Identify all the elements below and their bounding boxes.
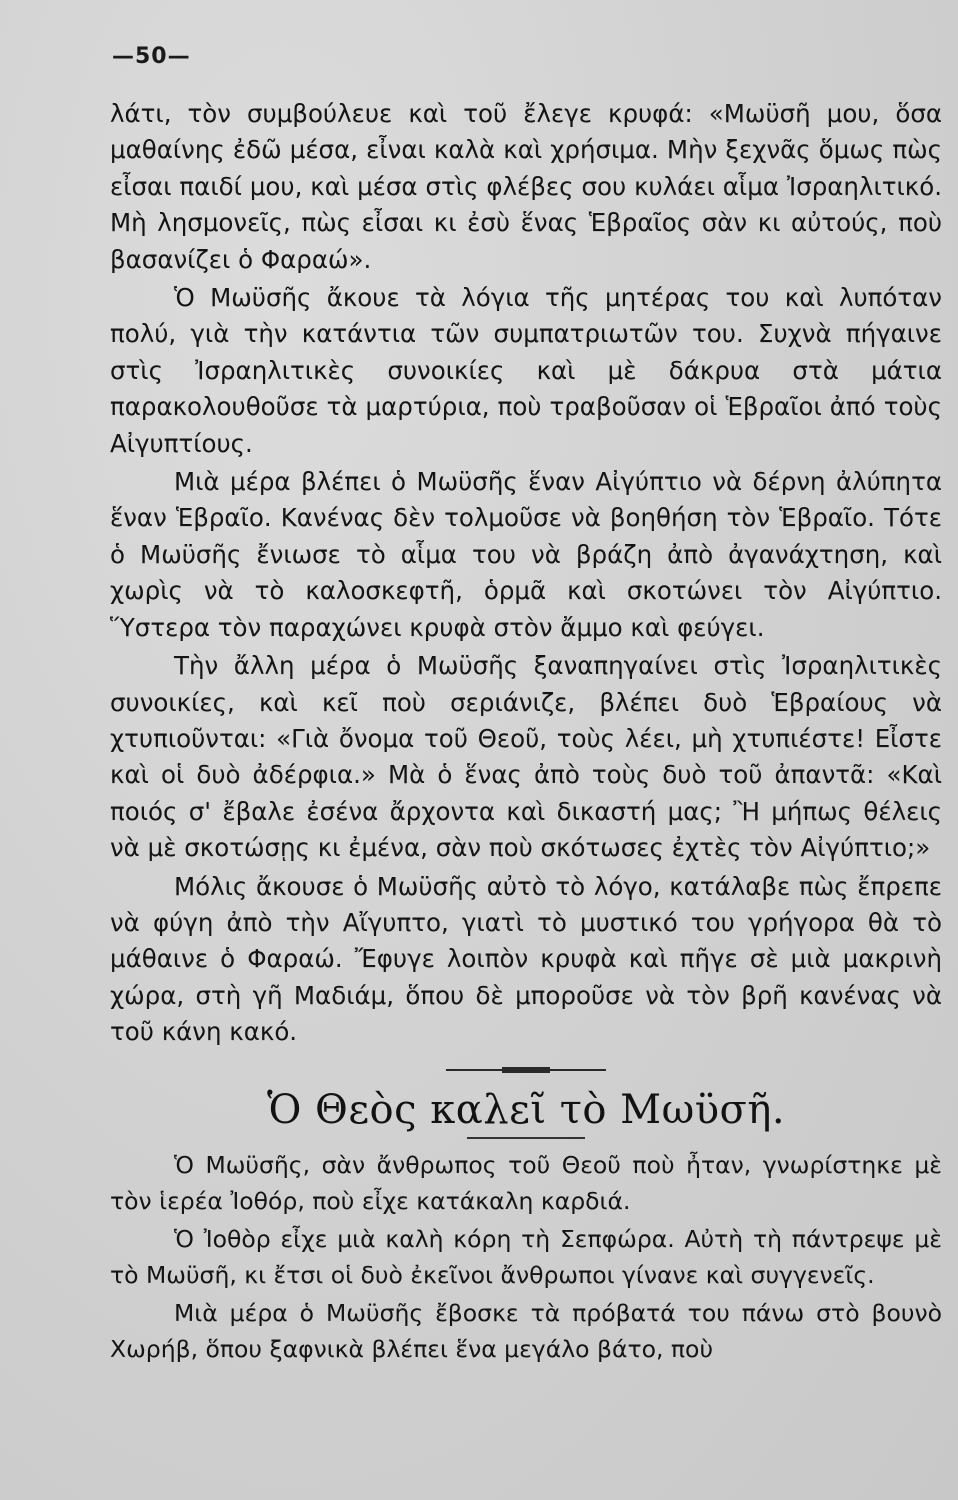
paragraph: Ὁ Μωϋσῆς, σὰν ἄνθρωπος τοῦ Θεοῦ ποὺ ἦταν, γνωρίστηκε μὲ τὸν ἱερέα Ἰοθόρ, ποὺ εἶχε κατάκαλη καρδιά. [110,1150,942,1215]
paragraph: Μιὰ μέρα ὁ Μωϋσῆς ἔβοσκε τὰ πρόβατά του πάνω στὸ βουνὸ Χωρήβ, ὅπου ξαφνικὰ βλέπει ἕνα μεγάλο βάτο, ποὺ [110,1298,942,1363]
section-divider [446,1065,606,1075]
paragraph: Μόλις ἄκουσε ὁ Μωϋσῆς αὐτὸ τὸ λόγο, κατάλαβε πὼς ἔπρεπε νὰ φύγη ἀπὸ τὴν Αἴγυπτο, γιατὶ τὸ μυστικό του γρήγορα θὰ τὸ μάθαινε ὁ Φαραώ. Ἔφυγε λοιπὸν κρυφὰ καὶ πῆγε σὲ μιὰ μακρινὴ χώρα, στὴ γῆ Μαδιάμ, ὅπου δὲ μποροῦσε νὰ τὸν βρῆ κανένας νὰ τοῦ κάνη κακό. [110,871,942,1047]
paragraph: Τὴν ἄλλη μέρα ὁ Μωϋσῆς ξαναπηγαίνει στὶς Ἰσραηλιτικὲς συνοικίες, καὶ κεῖ ποὺ σεριάνιζε, βλέπει δυὸ Ἑβραίους νὰ χτυπιοῦνται: «Γιὰ ὄνομα τοῦ Θεοῦ, τοὺς λέει, μὴ χτυπιέστε! Εἶστε καὶ οἱ δυὸ ἀδέρφια.» Μὰ ὁ ἕνας ἀπὸ τοὺς δυὸ τοῦ ἀπαντᾶ: «Καὶ ποιός σ' ἔβαλε ἐσένα ἄρχοντα καὶ δικαστή μας; Ἢ μήπως θέλεις νὰ μὲ σκοτώσῃς κι ἐμένα, σὰν ποὺ σκότωσες ἐχτὲς τὸν Αἰγύπτιο;» [110,651,942,863]
paragraph: Ὁ Μωϋσῆς ἄκουε τὰ λόγια τῆς μητέρας του καὶ λυπόταν πολύ, γιὰ τὴν κατάντια τῶν συμπατριωτῶν του. Συχνὰ πήγαινε στὶς Ἰσραηλιτικὲς συνοικίες καὶ μὲ δάκρυα στὰ μάτια παρακολουθοῦσε τὰ μαρτύρια, ποὺ τραβοῦσαν οἱ Ἑβραῖοι ἀπό τοὺς Αἰγυπτίους. [110,283,942,458]
section-title: Ὁ Θεὸς καλεῖ τὸ Μωϋσῆ. [266,1086,786,1133]
page-body [110,96,942,1367]
paragraph: λάτι, τὸν συμβούλευε καὶ τοῦ ἔλεγε κρυφά: «Μωϋσῆ μου, ὅσα μαθαίνης ἐδῶ μέσα, εἶναι καλὰ καὶ χρήσιμα. Μὴν ξεχνᾶς ὅμως πὼς εἶσαι παιδί μου, καὶ μέσα στὶς φλέβες σου κυλάει αἷμα Ἰσραηλιτικό. Μὴ λησμονεῖς, πὼς εἶσαι κι ἐσὺ ἕνας Ἑβραῖος σὰν κι αὐτούς, ποὺ βασανίζει ὁ Φαραώ». [110,99,942,274]
page-number: —50— [112,44,191,69]
paragraph: Μιὰ μέρα βλέπει ὁ Μωϋσῆς ἕναν Αἰγύπτιο νὰ δέρνη ἀλύπητα ἕναν Ἑβραῖο. Κανένας δὲν τολμοῦσε νὰ βοηθήση τὸν Ἑβραῖο. Τότε ὁ Μωϋσῆς ἔνιωσε τὸ αἷμα του νὰ βράζη ἀπὸ ἀγανάχτηση, καὶ χωρὶς νὰ τὸ καλοσκεφτῆ, ὁρμᾶ καὶ σκοτώνει τὸν Αἰγύπτιο. Ὕστερα τὸν παραχώνει κρυφὰ στὸν ἄμμο καὶ φεύγει. [110,467,942,642]
paragraph: Ὁ Ἰοθὸρ εἶχε μιὰ καλὴ κόρη τὴ Σεπφώρα. Αὐτὴ τὴ πάντρεψε μὲ τὸ Μωϋσῆ, κι ἔτσι οἱ δυὸ ἐκεῖνοι ἄνθρωποι γίνανε καὶ συγγενεῖς. [110,1224,942,1289]
